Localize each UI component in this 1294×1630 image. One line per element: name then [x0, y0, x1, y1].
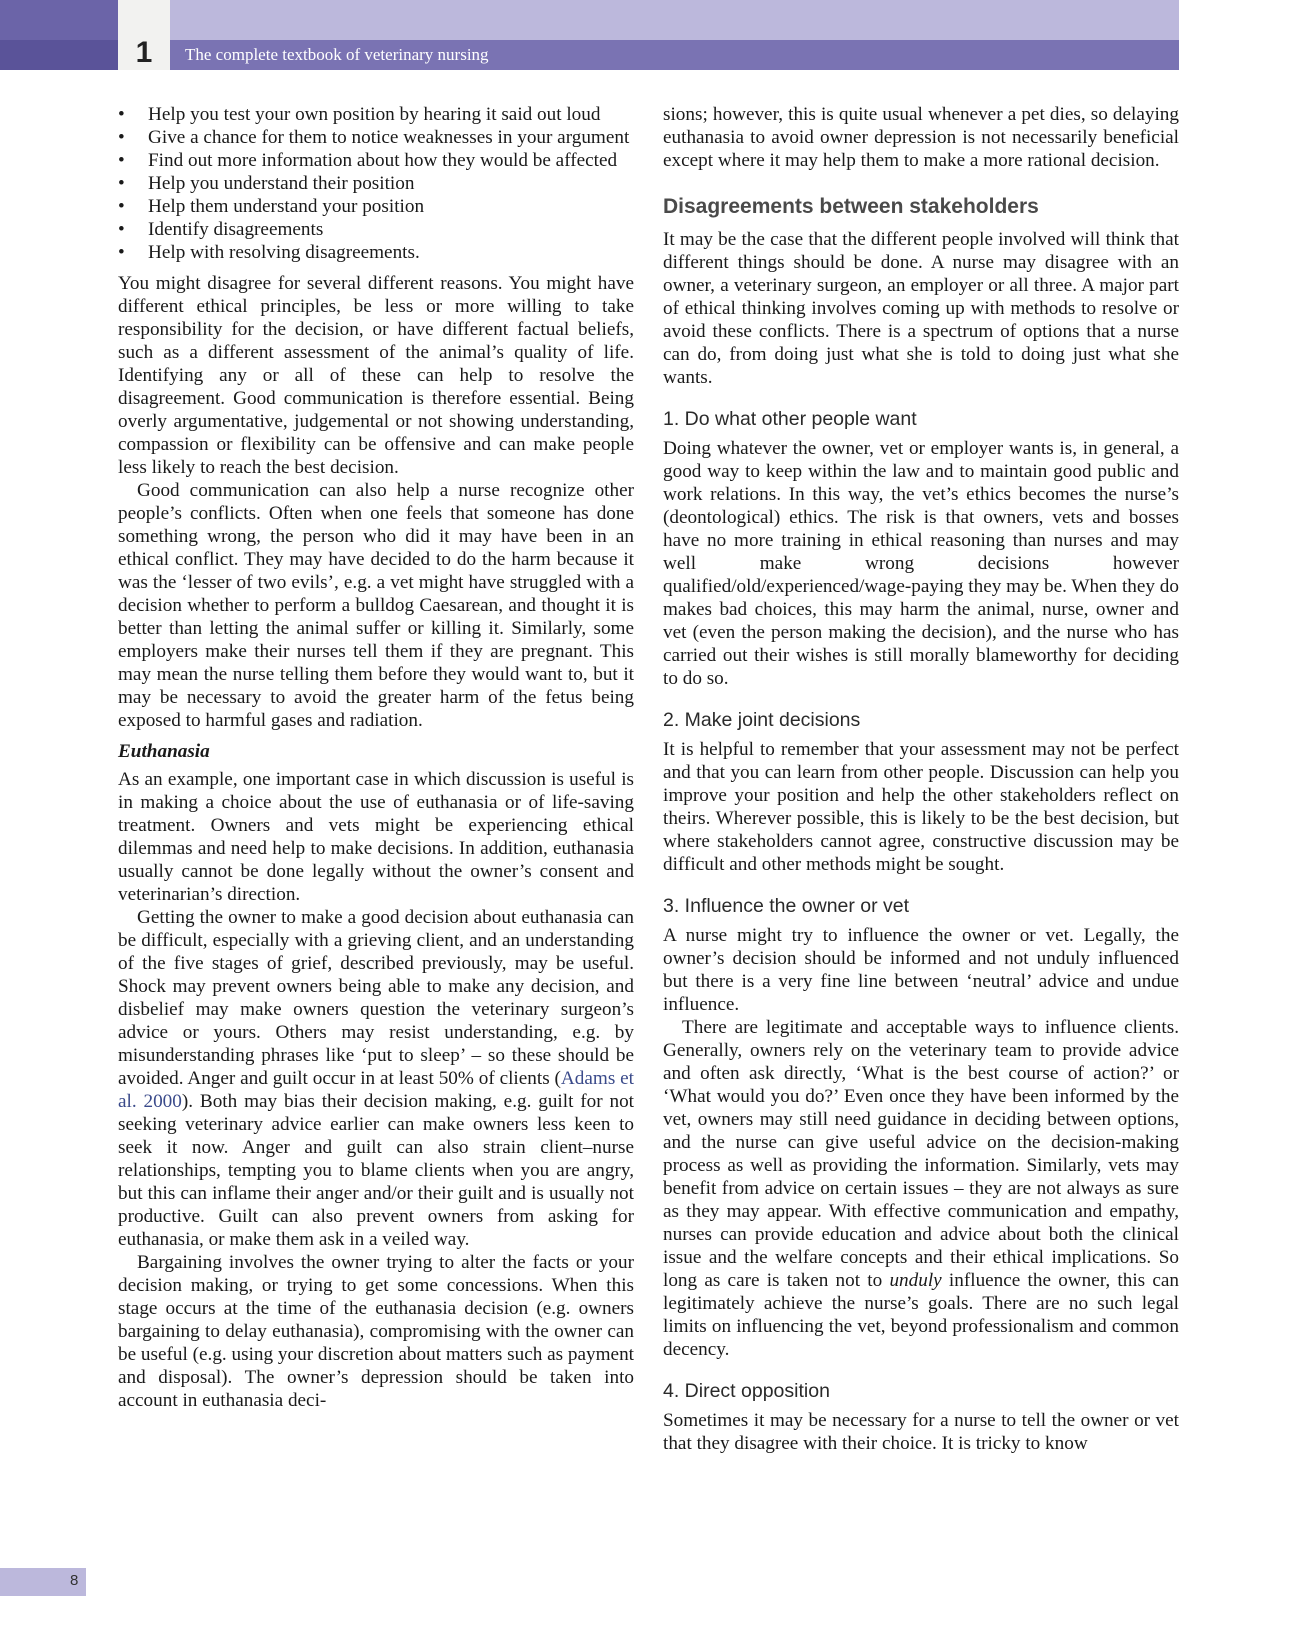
paragraph-text: There are legitimate and acceptable ways to influence clients. Generally, owners rely on the veterinary team to provide advice and often ask directly, ‘What is the best course of action?’ or ‘What would you do?’ Even once they have been informed by the vet, owners may still need guidance in deciding between options, and the nurse can give useful advice on the decision-making process as well as providing the information. Similarly, vets may benefit from advice on certain issues – they are not always as sure as they may appear. With effective communication and empathy, nurses can provide education and advice about both the clinical issue and the welfare concepts and their ethical implications. So long as care is taken not to: [663, 1017, 1179, 1291]
list-item: • Identify disagreements: [118, 218, 634, 241]
body-paragraph: Good communication can also help a nurse recognize other people’s conflicts. Often when one feels that someone has done something wrong, the person who did it may have been in an ethical conflict. They may have decided to do the harm because it was the ‘lesser of two evils’, e.g. a vet might have struggled with a decision whether to perform a bulldog Caesarean, and thought it is better than letting the animal suffer or killing it. Similarly, some employers make their nurses tell them if they are pregnant. This may mean the nurse telling them before they would want to, but it may be necessary to avoid the greater harm of the fetus being exposed to harmful gases and radiation.: [118, 480, 634, 731]
body-paragraph: Sometimes it may be necessary for a nurse to tell the owner or vet that they disagree with their choice. It is tricky to know: [663, 1410, 1179, 1454]
numbered-heading: 1. Do what other people want: [663, 408, 917, 430]
chapter-number: 1: [135, 36, 153, 69]
numbered-heading: 2. Make joint decisions: [663, 709, 861, 731]
numbered-heading: 3. Influence the owner or vet: [663, 895, 910, 917]
emphasis-text: unduly: [889, 1270, 942, 1291]
body-paragraph: sions; however, this is quite usual whenever a pet dies, so delaying euthanasia to avoid owner depression is not necessarily beneficial except where it may help them to make a more rational decision.: [663, 104, 1179, 171]
citation-link[interactable]: Adams et al. 2000: [118, 1068, 634, 1112]
body-paragraph: As an example, one important case in which discussion is useful is in making a choice about the use of euthanasia or of life-saving treatment. Owners and vets might be experiencing ethical dilemmas and need help to make decisions. In addition, euthanasia usually cannot be done legally without the owner’s consent and veterinarian’s direction.: [118, 769, 634, 905]
list-item: • Give a chance for them to notice weaknesses in your argument: [118, 126, 634, 149]
paragraph-text: influence the owner, this can legitimately achieve the nurse’s goals. There are no such legal limits on influencing the vet, beyond professionalism and common decency.: [663, 1270, 1179, 1360]
paragraph-text: ). Both may bias their decision making, e.g. guilt for not seeking veterinary advice earlier can make owners less keen to seek it now. Anger and guilt can also strain client–nurse relationships, tempting you to blame clients when you are angry, but this can inflame their anger and/or their guilt and is usually not productive. Guilt can also prevent owners from asking for euthanasia, or make them ask in a veiled way.: [118, 1091, 634, 1250]
body-paragraph: [118, 906, 634, 1251]
list-item: • Help you test your own position by hearing it said out loud: [118, 103, 634, 126]
subheading-euthanasia: Euthanasia: [118, 741, 210, 762]
list-item: • Help them understand your position: [118, 195, 634, 218]
header-left-band: [0, 40, 118, 70]
body-paragraph: [663, 1016, 1179, 1361]
header-top-bar: [0, 0, 1179, 40]
body-paragraph: You might disagree for several different reasons. You might have different ethical principles, be less or more willing to take responsibility for the decision, or have different factual beliefs, such as a different assessment of the animal’s quality of life. Identifying any or all of these can help to resolve the disagreement. Good communication is therefore essential. Being overly argumentative, judgemental or not showing understanding, compassion or flexibility can be offensive and can make people less likely to reach the best decision.: [118, 273, 634, 478]
body-paragraph: A nurse might try to influence the owner or vet. Legally, the owner’s decision should be informed and not unduly influenced but there is a very fine line between ‘neutral’ advice and undue influence.: [663, 925, 1179, 1015]
section-heading: Disagreements between stakeholders: [663, 195, 1039, 218]
list-item: • Find out more information about how they would be affected: [118, 149, 634, 172]
body-paragraph: Bargaining involves the owner trying to alter the facts or your decision making, or trying to get some concessions. When this stage occurs at the time of the euthanasia decision (e.g. owners bargaining to delay euthanasia), compromising with the owner can be useful (e.g. using your discretion about matters such as payment and disposal). The owner’s depression should be taken into account in euthanasia deci-: [118, 1252, 634, 1411]
left-column: [118, 103, 634, 1412]
paragraph-text: Getting the owner to make a good decision about euthanasia can be difficult, especially with a grieving client, and an understanding of the five stages of grief, described previously, may be useful. Shock may prevent owners being able to make any decision, and disbelief may make owners question the veterinary surgeon’s advice or yours. Others may resist understanding, e.g. by misunderstanding phrases like ‘put to sleep’ – so these should be avoided. Anger and guilt occur in at least 50% of clients (: [118, 907, 634, 1089]
page-number: 8: [70, 1572, 79, 1589]
body-paragraph: It may be the case that the different people involved will think that different things should be done. A nurse may disagree with an owner, a veterinary surgeon, an employer or all three. A major part of ethical thinking involves coming up with methods to resolve or avoid these conflicts. There is a spectrum of options that a nurse can do, from doing just what she is told to doing just what she wants.: [663, 229, 1179, 388]
running-header-title: The complete textbook of veterinary nursing: [185, 45, 489, 64]
chapter-number-box: [118, 0, 170, 70]
bullet-list: [118, 103, 634, 264]
header-left-block: [0, 0, 118, 40]
body-paragraph: Doing whatever the owner, vet or employer wants is, in general, a good way to keep within the law and to maintain good public and work relations. In this way, the vet’s ethics becomes the nurse’s (deontological) ethics. The risk is that owners, vets and bosses have no more training in ethical reasoning than nurses and may well make wrong decisions however qualified/old/experienced/wage-paying they may be. When they do makes bad choices, this may harm the animal, nurse, owner and vet (even the person making the decision), and the nurse who has carried out their wishes is still morally blameworthy for deciding to do so.: [663, 438, 1179, 689]
list-item: • Help with resolving disagreements.: [118, 241, 634, 264]
numbered-heading: 4. Direct opposition: [663, 1380, 830, 1402]
body-paragraph: It is helpful to remember that your assessment may not be perfect and that you can learn from other people. Discussion can help you improve your position and help the other stakeholders reflect on theirs. Wherever possible, this is likely to be the best decision, but where stakeholders cannot agree, constructive discussion may be difficult and other methods might be sought.: [663, 739, 1179, 875]
right-column: [663, 103, 1179, 1455]
list-item: • Help you understand their position: [118, 172, 634, 195]
header-title-band: [0, 36, 1179, 70]
